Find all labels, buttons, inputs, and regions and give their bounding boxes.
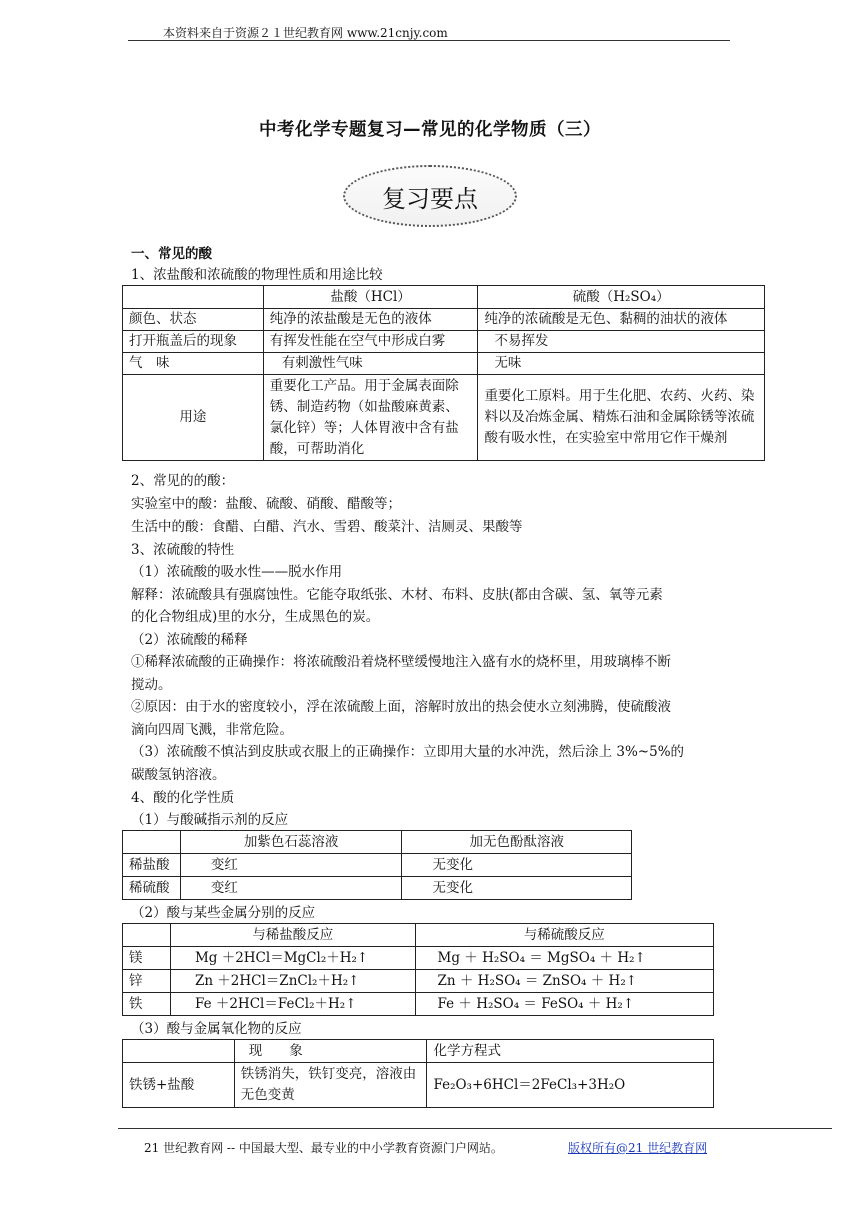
table-cell: 颜色、状态 (123, 309, 264, 331)
table-cell: 重要化工产品。用于金属表面除锈、制造药物（如盐酸麻黄素、氯化锌）等；人体胃液中含有盐酸，可帮助消化 (263, 375, 478, 461)
page-title: 中考化学专题复习—常见的化学物质（三） (259, 120, 601, 140)
oxide-reaction-table (122, 1039, 714, 1108)
paragraph: 碳酸氢钠溶液。 (131, 767, 226, 783)
paragraph: ②原因：由于水的密度较小，浮在浓硫酸上面，溶解时放出的热会使水立刻沸腾，使硫酸液 (131, 699, 671, 715)
table-cell: 铁 (123, 993, 171, 1016)
table-cell: 用途 (123, 375, 264, 461)
table-cell (123, 924, 171, 947)
table-cell: 铁锈+盐酸 (123, 1063, 235, 1108)
table-header: 加无色酚酞溶液 (402, 831, 632, 854)
table-cell: 有刺激性气味 (263, 353, 478, 375)
table-cell: 镁 (123, 947, 171, 970)
table-cell (123, 286, 264, 309)
table-cell: 变红 (180, 877, 402, 900)
paragraph: 的化合物组成)里的水分，生成黑色的炭。 (131, 609, 380, 625)
subheading-4: 4、酸的化学性质 (131, 790, 235, 806)
table-cell (123, 1040, 235, 1063)
lab-acids-text: 实验室中的酸：盐酸、硫酸、硝酸、醋酸等； (131, 496, 401, 512)
table-header: 加紫色石蕊溶液 (180, 831, 402, 854)
paragraph: （2）浓硫酸的稀释 (131, 632, 248, 648)
copyright-link[interactable]: 版权所有@21 世纪教育网 (568, 1141, 708, 1155)
paragraph: （3）浓硫酸不慎沾到皮肤或衣服上的正确操作：立即用大量的水冲洗，然后涂上 3%~5%的 (131, 744, 685, 760)
footer-divider (118, 1128, 832, 1129)
table-cell: Zn ＋2HCl＝ZnCl₂＋H₂↑ (170, 970, 415, 993)
table-cell: Fe ＋2HCl＝FeCl₂＋H₂↑ (170, 993, 415, 1016)
subsection-label: （2）酸与某些金属分别的反应 (131, 905, 316, 921)
table-header-hcl: 盐酸（HCl） (263, 286, 478, 309)
table-cell: 变红 (180, 854, 402, 877)
section-heading: 一、常见的酸 (131, 246, 212, 262)
paragraph: （1）浓硫酸的吸水性——脱水作用 (131, 564, 343, 580)
table-cell: 打开瓶盖后的现象 (123, 331, 264, 353)
paragraph: ①稀释浓硫酸的正确操作：将浓硫酸沿着烧杯壁缓慢地注入盛有水的烧杯里，用玻璃棒不断 (131, 654, 671, 670)
acid-properties-table (122, 285, 765, 461)
paragraph: 滴向四周飞溅，非常危险。 (131, 722, 293, 738)
table-cell: Zn ＋ H₂SO₄ ＝ ZnSO₄ ＋ H₂↑ (415, 970, 713, 993)
table-cell: 有挥发性能在空气中形成白雾 (263, 331, 478, 353)
table-cell (123, 831, 181, 854)
subheading-1: 1、浓盐酸和浓硫酸的物理性质和用途比较 (131, 267, 383, 283)
review-badge: 复习要点 (343, 165, 517, 227)
table-cell: Fe₂O₃+6HCl＝2FeCl₃+3H₂O (427, 1063, 714, 1108)
life-acids-text: 生活中的酸：食醋、白醋、汽水、雪碧、酸菜汁、洁厕灵、果酸等 (131, 519, 523, 535)
paragraph: 解释：浓硫酸具有强腐蚀性。它能夺取纸张、木材、布料、皮肤(都由含碳、氢、氧等元素 (131, 587, 663, 603)
table-cell: 稀硫酸 (123, 877, 181, 900)
table-cell: 无变化 (402, 854, 632, 877)
table-header: 与稀盐酸反应 (170, 924, 415, 947)
table-header: 与稀硫酸反应 (415, 924, 713, 947)
metal-reaction-table (122, 923, 714, 1016)
table-cell: 重要化工原料。用于生化肥、农药、火药、染料以及冶炼金属、精炼石油和金属除锈等浓硫酸有吸水性，在实验室中常用它作干燥剂 (478, 375, 765, 461)
table-cell: 纯净的浓盐酸是无色的液体 (263, 309, 478, 331)
table-header: 化学方程式 (427, 1040, 714, 1063)
table-cell: Fe ＋ H₂SO₄ ＝ FeSO₄ ＋ H₂↑ (415, 993, 713, 1016)
table-cell: 无变化 (402, 877, 632, 900)
table-cell: 不易挥发 (478, 331, 765, 353)
table-cell: 无味 (478, 353, 765, 375)
table-cell: Mg ＋ H₂SO₄ ＝ MgSO₄ ＋ H₂↑ (415, 947, 713, 970)
subsection-label: （1）与酸碱指示剂的反应 (131, 812, 289, 828)
table-cell: 纯净的浓硫酸是无色、黏稠的油状的液体 (478, 309, 765, 331)
table-header: 现 象 (234, 1040, 427, 1063)
table-header-h2so4: 硫酸（H₂SO₄） (478, 286, 765, 309)
subheading-3: 3、浓硫酸的特性 (131, 542, 235, 558)
table-cell: 锌 (123, 970, 171, 993)
subsection-label: （3）酸与金属氧化物的反应 (131, 1021, 302, 1037)
subheading-2: 2、常见的的酸： (131, 473, 235, 489)
table-cell: 铁锈消失，铁钉变亮，溶液由无色变黄 (234, 1063, 427, 1108)
indicator-table (122, 830, 632, 900)
table-cell: Mg ＋2HCl＝MgCl₂＋H₂↑ (170, 947, 415, 970)
footer-text: 21 世纪教育网 -- 中国最大型、最专业的中小学教育资源门户网站。 (144, 1141, 503, 1155)
page-header-text: 本资料来自于资源２１世纪教育网 www.21cnjy.com (163, 26, 448, 40)
table-cell: 稀盐酸 (123, 854, 181, 877)
table-cell: 气 味 (123, 353, 264, 375)
paragraph: 搅动。 (131, 677, 172, 693)
header-divider (128, 40, 730, 41)
